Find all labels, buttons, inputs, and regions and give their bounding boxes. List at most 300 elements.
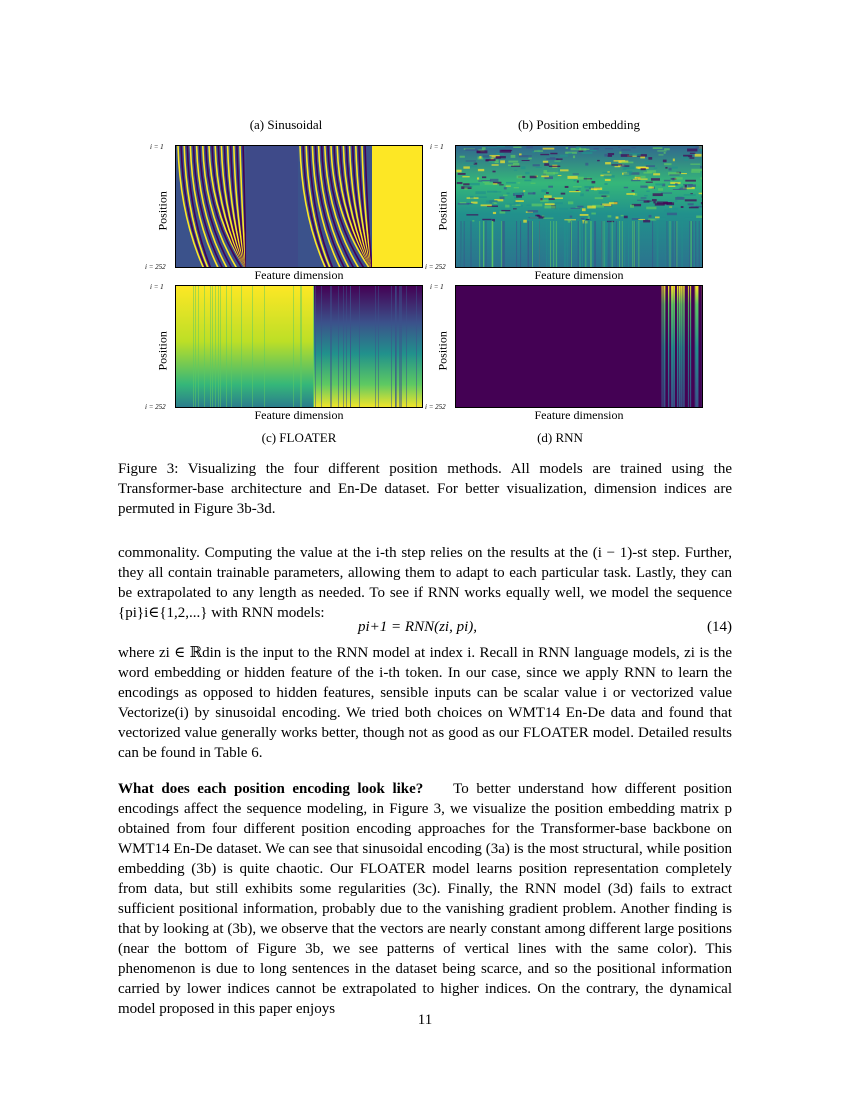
heatmap-b-vline (532, 221, 533, 268)
heatmap-c-vline (395, 286, 396, 408)
heatmap-b-cell (528, 192, 535, 194)
heatmap-b-cell (570, 216, 573, 218)
heatmap-b-cell (552, 214, 561, 217)
heatmap-b-vline (539, 221, 540, 268)
heatmap-b-cell (569, 146, 576, 148)
heatmap-b-cell (604, 154, 607, 157)
heatmap-b-cell (590, 150, 597, 151)
panel-c-ylabel: Position (155, 331, 170, 371)
heatmap-b-cell (654, 168, 657, 169)
heatmap-b-cell (588, 216, 590, 219)
heatmap-b-vline (604, 221, 605, 268)
heatmap-b-cell (649, 215, 652, 218)
heatmap-d (455, 285, 703, 408)
heatmap-b-cell (690, 164, 700, 165)
heatmap-b-cell (543, 148, 555, 150)
heatmap-b-cell (584, 186, 594, 188)
heatmap-d-vline (702, 286, 703, 408)
heatmap-c-vline (293, 286, 294, 408)
heatmap-b-cell (466, 214, 478, 215)
heatmap-b-cell (554, 197, 563, 199)
heatmap-b-vline (592, 221, 593, 268)
heatmap-b-cell (525, 172, 529, 174)
heatmap-b-cell (537, 215, 540, 217)
heatmap-b-cell (627, 171, 632, 174)
heatmap-b-vline (632, 221, 633, 268)
heatmap-b-cell (640, 186, 647, 188)
heatmap-c-vline (195, 286, 196, 408)
heatmap-b-vline (582, 221, 583, 268)
panel-a-ytick-top: i = 1 (150, 143, 164, 151)
heatmap-b-cell (605, 162, 611, 164)
heatmap-b-cell (631, 147, 635, 148)
heatmap-b-cell (508, 161, 518, 163)
heatmap-b-cell (648, 157, 652, 160)
heatmap-b-cell (544, 163, 549, 166)
heatmap-b-cell (580, 214, 589, 216)
heatmap-c-vline (301, 286, 302, 408)
heatmap-b-cell (470, 165, 477, 167)
heatmap-b-cell (641, 168, 646, 170)
panel-c-title: (c) FLOATER (261, 430, 337, 445)
heatmap-d-vline (679, 286, 680, 408)
heatmap-b-cell (530, 176, 537, 179)
heatmap-b-cell (526, 146, 533, 148)
heatmap-b-cell (554, 208, 558, 210)
heatmap-b-cell (462, 176, 469, 177)
heatmap-b-cell (673, 189, 681, 190)
heatmap-b-cell (685, 180, 696, 182)
heatmap-c-vline (396, 286, 397, 408)
heatmap-b-cell (616, 216, 619, 218)
heatmap-b-cell (577, 180, 579, 182)
heatmap-b-cell (665, 167, 667, 169)
heatmap-b-vline (624, 221, 625, 268)
heatmap-b-cell (645, 162, 650, 164)
heatmap-b-cell (685, 185, 687, 188)
heatmap-b (455, 145, 703, 268)
heatmap-b-cell (519, 155, 529, 157)
heatmap-b-cell (523, 220, 527, 223)
heatmap-b-cell (569, 191, 580, 192)
heatmap-c-vline (359, 286, 360, 408)
heatmap-b-cell (573, 156, 575, 159)
heatmap-b-vline (527, 221, 528, 268)
heatmap-b-cell (672, 208, 678, 211)
heatmap-b-cell (701, 199, 703, 201)
heatmap-b-cell (487, 147, 497, 148)
heatmap-b-cell (478, 169, 484, 171)
heatmap-b-vline (695, 221, 696, 268)
panel-a-ytick-bottom: i = 252 (145, 263, 166, 271)
heatmap-b-cell (672, 167, 678, 169)
heatmap-b-cell (681, 156, 688, 158)
heatmap-b-cell (695, 147, 701, 149)
heatmap-c-vline (331, 286, 332, 408)
heatmap-b-cell (611, 164, 622, 165)
heatmap-b-cell (584, 178, 592, 179)
heatmap-b-vline (549, 221, 550, 268)
heatmap-b-cell (516, 206, 519, 208)
heatmap-d-vline (697, 286, 698, 408)
heatmap-b-vline (652, 221, 653, 268)
heatmap-b-vline (634, 221, 635, 268)
heatmap-b-cell (478, 180, 482, 181)
heatmap-b-cell (489, 161, 495, 163)
heatmap-b-cell (548, 186, 553, 188)
heatmap-b-cell (696, 216, 703, 218)
heatmap-b-cell (702, 178, 703, 180)
heatmap-c-vline (193, 286, 194, 408)
heatmap-b-cell (669, 174, 679, 175)
heatmap-b-vline (699, 221, 700, 268)
heatmap-c-vline (321, 286, 322, 408)
heatmap-b-cell (581, 218, 585, 220)
heatmap-b-vline (564, 221, 565, 268)
heatmap-b-cell (663, 160, 667, 163)
heatmap-b-cell (523, 190, 525, 191)
heatmap-b-vline (595, 221, 596, 268)
heatmap-b-cell (668, 186, 675, 187)
heatmap-b-cell (653, 201, 655, 203)
heatmap-b-vline (584, 221, 585, 268)
heatmap-b-cell (522, 160, 530, 161)
heatmap-b-cell (577, 177, 584, 180)
heatmap-b-cell (664, 152, 666, 154)
heatmap-b-cell (568, 201, 573, 204)
heatmap-c-vline (204, 286, 205, 408)
heatmap-b-cell (553, 172, 558, 174)
panel-c-ytick-top: i = 1 (150, 283, 164, 291)
panel-b-ytick-bottom: i = 252 (425, 263, 446, 271)
heatmap-b-cell (456, 170, 461, 173)
heatmap-b-cell (497, 146, 505, 147)
page-number: 11 (417, 1012, 433, 1028)
heatmap-b-cell (632, 190, 635, 192)
heatmap-b-cell (582, 152, 593, 154)
heatmap-b-cell (688, 203, 694, 205)
heatmap-b-cell (619, 152, 621, 154)
paragraph-3-heading: What does each position encoding look like? (118, 781, 424, 797)
heatmap-c-vline (241, 286, 242, 408)
heatmap-b-cell (549, 198, 555, 200)
heatmap-b-cell (635, 177, 641, 179)
heatmap-b-cell (501, 210, 510, 211)
heatmap-b-cell (483, 182, 489, 183)
heatmap-b-cell (631, 180, 640, 182)
panel-b-ytick-top: i = 1 (430, 143, 444, 151)
heatmap-b-cell (500, 197, 505, 200)
panel-a-ylabel: Position (155, 191, 170, 231)
heatmap-b-cell (556, 158, 562, 159)
heatmap-b-cell (521, 166, 526, 169)
heatmap-b-cell (534, 150, 543, 151)
heatmap-b-cell (644, 195, 647, 196)
heatmap-b-vline (578, 221, 579, 268)
heatmap-b-svg (456, 146, 703, 268)
heatmap-b-cell (643, 220, 650, 223)
heatmap-b-vline (612, 221, 613, 268)
heatmap-b-cell (517, 176, 523, 179)
heatmap-b-cell (621, 149, 630, 151)
heatmap-b-cell (517, 182, 520, 183)
heatmap-b-cell (695, 154, 702, 157)
heatmap-b-cell (690, 193, 693, 194)
heatmap-b-cell (594, 148, 599, 150)
heatmap-c-vline (401, 286, 402, 408)
heatmap-b-cell (570, 211, 573, 213)
heatmap-b-cell (607, 215, 611, 217)
heatmap-b-vline (608, 221, 609, 268)
heatmap-c-vline (391, 286, 392, 408)
heatmap-b-cell (492, 202, 496, 203)
heatmap-b-cell (470, 196, 474, 199)
heatmap-c-vline (346, 286, 347, 408)
heatmap-c-vline (400, 286, 401, 408)
heatmap-c-vline (406, 286, 407, 408)
heatmap-b-cell (624, 187, 628, 188)
heatmap-b-cell (573, 186, 582, 187)
heatmap-b-cell (691, 171, 700, 173)
heatmap-b-vline (692, 221, 693, 268)
heatmap-b-vline (694, 221, 695, 268)
heatmap-b-cell (560, 169, 569, 171)
heatmap-b-cell (541, 189, 546, 192)
heatmap-b-cell (549, 166, 560, 167)
heatmap-b-vline (670, 221, 671, 268)
heatmap-b-cell (664, 148, 670, 150)
heatmap-b-cell (589, 219, 592, 221)
heatmap-b-cell (496, 153, 504, 155)
heatmap-b-cell (477, 177, 479, 179)
heatmap-c-vline (231, 286, 232, 408)
heatmap-c-vline (198, 286, 199, 408)
heatmap-d-vline (683, 286, 684, 408)
panel-d-ylabel: Position (435, 331, 450, 371)
heatmap-b-cell (587, 206, 596, 209)
heatmap-b-cell (637, 200, 645, 201)
heatmap-b-cell (684, 218, 693, 219)
heatmap-c-vline (343, 286, 344, 408)
heatmap-b-cell (566, 147, 568, 149)
heatmap-b-cell (500, 160, 505, 163)
heatmap-b-cell (544, 195, 552, 198)
heatmap-c-vline (330, 286, 331, 408)
heatmap-b-cell (463, 166, 469, 168)
heatmap-c-vline (215, 286, 216, 408)
heatmap-b-cell (586, 190, 589, 192)
heatmap-b-cell (599, 191, 610, 194)
heatmap-b-cell (475, 191, 485, 194)
heatmap-b-cell (664, 163, 671, 165)
heatmap-a-svg (176, 146, 423, 268)
heatmap-b-cell (699, 193, 703, 194)
heatmap-b-cell (528, 158, 531, 160)
heatmap-b-cell (506, 182, 516, 184)
heatmap-b-cell (604, 175, 615, 177)
heatmap-b-cell (533, 164, 540, 166)
heatmap-c-vline (226, 286, 227, 408)
heatmap-b-cell (702, 180, 703, 182)
heatmap-b-cell (500, 211, 506, 213)
paragraph-1: commonality. Computing the value at the i-th step relies on the results at the (i − 1)-st step. Further, they all contain trainable parameters, allowing them to adapt to each particular task. Lastly, they can be extrapolated to any length as needed. To see if RNN works equally well, we model the sequence {pi}i∈{1,2,...} with RNN models: (118, 545, 732, 621)
heatmap-b-cell (479, 156, 481, 158)
heatmap-b-cell (701, 202, 703, 204)
heatmap-b-cell (470, 183, 480, 185)
heatmap-b-cell (624, 216, 628, 219)
heatmap-b-vline (483, 221, 484, 268)
heatmap-b-vline (501, 221, 502, 268)
panel-b-title: (b) Position embedding (517, 117, 641, 132)
heatmap-b-cell (542, 216, 545, 217)
heatmap-b-vline (485, 221, 486, 268)
heatmap-b-vline (628, 221, 629, 268)
heatmap-b-cell (477, 150, 488, 153)
heatmap-b-cell (506, 186, 511, 187)
heatmap-b-cell (499, 184, 503, 185)
heatmap-b-cell (614, 160, 626, 161)
panel-d-title: (d) RNN (537, 430, 583, 445)
heatmap-b-cell (605, 179, 611, 181)
heatmap-a-mid-band (246, 146, 298, 268)
heatmap-b-cell (591, 213, 595, 215)
heatmap-b-cell (466, 160, 476, 161)
heatmap-b-cell (492, 171, 495, 173)
equation-number: (14) (707, 619, 732, 635)
panel-d-xlabel: Feature dimension (534, 408, 624, 422)
heatmap-d-vline (696, 286, 697, 408)
heatmap-b-cell (673, 159, 675, 162)
heatmap-b-cell (486, 159, 496, 161)
heatmap-b-cell (574, 180, 576, 181)
heatmap-b-cell (658, 188, 663, 191)
heatmap-b-cell (552, 163, 560, 164)
heatmap-b-cell (458, 173, 466, 175)
heatmap-b-cell (559, 208, 568, 210)
heatmap-b-vline (586, 221, 587, 268)
heatmap-b-cell (667, 213, 677, 216)
heatmap-b-vline (553, 221, 554, 268)
heatmap-b-cell (646, 190, 649, 192)
heatmap-b-cell (606, 196, 609, 198)
heatmap-b-cell (689, 157, 694, 158)
heatmap-b-vline (492, 221, 493, 268)
heatmap-b-cell (633, 179, 638, 180)
heatmap-c-vline (416, 286, 417, 408)
heatmap-b-cell (646, 207, 656, 210)
heatmap-b-vline (672, 221, 673, 268)
paragraph-2: where zi ∈ ℝdin is the input to the RNN model at index i. Recall in RNN language models, zi is the word embedding or hidden feature of the i-th token. In our case, since we apply RNN to learn the encodings as opposed to hidden features, sensible inputs can be scalar value i or vectorized value Vectorize(i) by sinusoidal encoding. We tried both choices on WMT14 En-De data and found that vectorized value generally works better, though not as good as our FLOATER model. Detailed results can be found in Table 6. (118, 645, 732, 761)
heatmap-d-vline (688, 286, 689, 408)
heatmap-b-cell (496, 157, 501, 158)
heatmap-b-cell (501, 150, 512, 151)
heatmap-b-cell (690, 153, 696, 154)
heatmap-b-cell (638, 178, 648, 179)
heatmap-b-cell (493, 183, 498, 184)
heatmap-b-cell (664, 180, 670, 182)
heatmap-c-vline (399, 286, 400, 408)
heatmap-c-vline (218, 286, 219, 408)
heatmap-b-cell (604, 183, 607, 185)
heatmap-b-cell (468, 203, 473, 204)
heatmap-b-cell (669, 207, 672, 208)
heatmap-b-cell (514, 170, 517, 171)
figure-caption: Figure 3: Visualizing the four different position methods. All models are trained using the Transformer-base architecture and En-De dataset. For better visualization, dimension indices are permuted in Figure 3b-3d. (118, 461, 732, 517)
heatmap-d-vline (673, 286, 674, 408)
heatmap-d-background (456, 286, 703, 408)
heatmap-b-cell (646, 182, 653, 183)
heatmap-b-vline (567, 221, 568, 268)
heatmap-b-cell (511, 166, 520, 167)
heatmap-b-cell (565, 186, 569, 188)
heatmap-b-cell (655, 183, 663, 185)
heatmap-b-cell (648, 187, 653, 189)
panel-a-title: (a) Sinusoidal (249, 117, 323, 132)
heatmap-c-vline (264, 286, 265, 408)
heatmap-b-cell (676, 177, 683, 179)
heatmap-b-cell (576, 147, 580, 150)
heatmap-b-cell (597, 160, 600, 161)
heatmap-b-vline (503, 221, 504, 268)
heatmap-b-cell (675, 197, 684, 200)
heatmap-d-vline (677, 286, 678, 408)
heatmap-c (175, 285, 423, 408)
heatmap-b-cell (609, 202, 618, 204)
heatmap-b-cell (507, 193, 510, 195)
heatmap-b-vline (666, 221, 667, 268)
heatmap-b-vline (657, 221, 658, 268)
heatmap-b-cell (540, 154, 549, 155)
heatmap-b-cell (465, 149, 477, 151)
heatmap-b-cell (568, 153, 572, 154)
heatmap-b-cell (567, 176, 577, 179)
heatmap-b-cell (540, 200, 548, 202)
heatmap-b-cell (463, 183, 469, 185)
heatmap-b-cell (571, 208, 581, 209)
heatmap-b-cell (621, 215, 624, 216)
heatmap-b-cell (541, 176, 549, 178)
heatmap-a (175, 145, 423, 268)
heatmap-b-cell (626, 193, 635, 195)
heatmap-b-cell (651, 178, 660, 181)
heatmap-b-cell (582, 208, 586, 211)
heatmap-b-cell (573, 173, 579, 174)
heatmap-b-cell (560, 155, 568, 157)
heatmap-b-cell (659, 154, 664, 155)
heatmap-b-cell (687, 149, 697, 152)
heatmap-b-cell (585, 163, 588, 166)
heatmap-b-cell (505, 205, 509, 208)
heatmap-b-cell (577, 206, 583, 208)
heatmap-c-vline (375, 286, 376, 408)
heatmap-b-cell (544, 206, 555, 208)
equation-body: pi+1 = RNN(zi, pi), (358, 619, 477, 635)
heatmap-b-cell (592, 181, 596, 183)
heatmap-b-vline (565, 221, 566, 268)
heatmap-d-vline (663, 286, 664, 408)
panel-c-ytick-bottom: i = 252 (145, 403, 166, 411)
heatmap-b-cell (511, 155, 516, 158)
panel-d-ytick-top: i = 1 (430, 283, 444, 291)
heatmap-b-cell (578, 188, 581, 189)
heatmap-a-right-band (372, 146, 423, 268)
paragraph-3-body: To better understand how different position encodings affect the sequence modeling, in Figure 3, we visualize the position embedding matrix p obtained from four different position encoding approaches for the Transformer-base backbone on WMT14 En-De dataset. We can see that sinusoidal encoding (3a) is the most structural, while position embedding (3b) is quite chaotic. Our FLOATER model learns position representation completely from data, but still exhibits some regularities (3c). Finally, the RNN model (3d) fails to extract sufficient positional information, probably due to the vanishing gradient problem. Another finding is that by looking at (3b), we observe that the vectors are nearly constant among different large positions (near the bottom of Figure 3b, we see patterns of vertical lines with the same color). This phenomenon is due to long sentences in the dataset being scarce, and so the positional information carried by lower indices cannot be extrapolated to higher indices. On the contrary, the dynamical model proposed in this paper enjoys (118, 781, 732, 1017)
heatmap-b-vline (590, 221, 591, 268)
heatmap-b-cell (669, 168, 672, 171)
heatmap-b-cell (546, 192, 549, 194)
heatmap-b-cell (554, 161, 560, 162)
heatmap-d-svg (456, 286, 703, 408)
